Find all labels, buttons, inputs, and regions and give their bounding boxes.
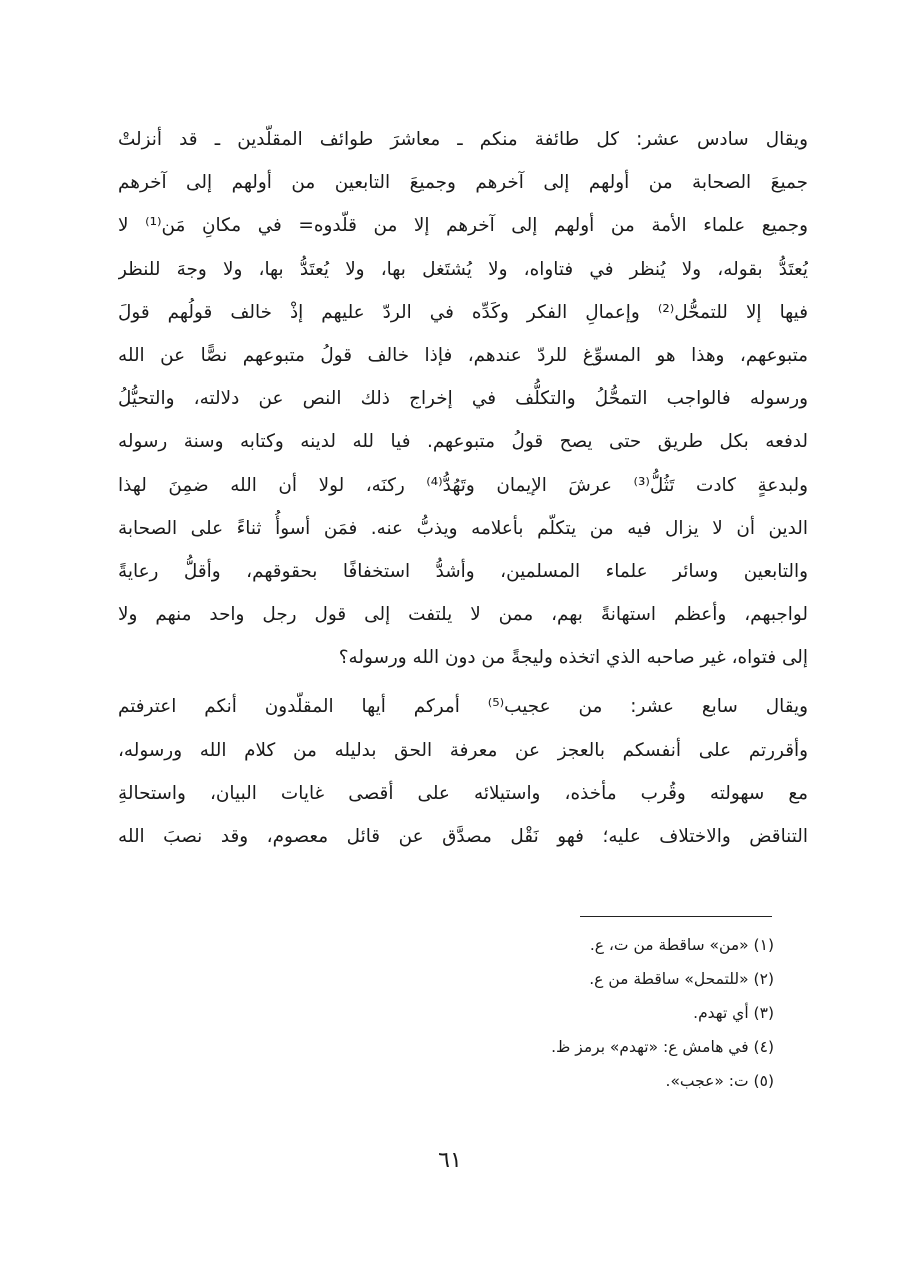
- footnote: (٣) أي تهدم.: [693, 1004, 774, 1022]
- footnote-divider: [580, 916, 772, 917]
- footnote: (٤) في هامش ع: «تهدم» برمز ظ.: [551, 1038, 774, 1056]
- text-line: وأقررتم على أنفسكم بالعجز عن معرفة الحق بدليله من كلام الله ورسوله،: [118, 739, 808, 761]
- page-number: ٦١: [438, 1148, 462, 1173]
- footnote: (٥) ت: «عجب».: [665, 1072, 774, 1090]
- text-line: التناقض والاختلاف عليه؛ فهو نَقْل مصدَّق عن قائل معصوم، وقد نصبَ الله: [118, 826, 808, 847]
- text-line: وجميع علماء الأمة من أولهم إلى آخرهم إلا من قلّدوه= في مكانِ مَن⁽¹⁾ لا: [118, 215, 808, 237]
- text-line: لواجبهم، وأعظم استهانةً بهم، ممن لا يلتفت إلى قول رجل واحد منهم ولا: [118, 604, 808, 626]
- text-line: ورسوله فالواجب التمحُّلُ والتكلُّف في إخراج ذلك النص عن دلالته، والتحيُّلُ: [118, 388, 808, 410]
- text-line: يُعتَدُّ بقوله، ولا يُنظر في فتاواه، ولا يُشتَغل بها، ولا يُعتَدُّ بها، ولا وجهَ للنظر: [118, 258, 808, 280]
- main-text: [118, 118, 808, 858]
- text-line: ولبدعةٍ كادت تَثُلُّ⁽³⁾ عرشَ الإيمان وتَهُدُّ⁽⁴⁾ ركنَه، لولا أن الله ضمِنَ لهذا: [118, 474, 808, 496]
- text-line: فيها إلا للتمحُّل⁽²⁾ وإعمالِ الفكر وكَدِّه في الردّ عليهم إذْ خالف قولُهم قولَ: [118, 301, 808, 323]
- text-line: والتابعين وسائر علماء المسلمين، وأشدُّ استخفافًا بحقوقهم، وأقلُّ رعايةً: [118, 560, 808, 582]
- text-line: متبوعهم، وهذا هو المسوِّغ للردّ عندهم، فإذا خالف قولُ متبوعهم نصًّا عن الله: [118, 344, 808, 366]
- text-line: ويقال سابع عشر: من عجيب⁽⁵⁾ أمركم أيها المقلّدون أنكم اعترفتم: [118, 696, 808, 718]
- footnote: (٢) «للتمحل» ساقطة من ع.: [589, 970, 774, 988]
- text-line: جميعَ الصحابة من أولهم إلى آخرهم وجميعَ التابعين من أولهم إلى آخرهم: [118, 172, 808, 194]
- text-line: مع سهولته وقُرب مأخذه، واستيلائه على أقصى غايات البيان، واستحالةِ: [118, 782, 808, 804]
- text-line: ويقال سادس عشر: كل طائفة منكم ـ معاشرَ طوائف المقلّدين ـ قد أنزلتْ: [118, 129, 808, 150]
- text-line: لدفعه بكل طريق حتى يصح قولُ متبوعهم. فيا لله لدينه وكتابه وسنة رسوله: [118, 431, 808, 453]
- text-line: إلى فتواه، غير صاحبه الذي اتخذه وليجةً من دون الله ورسوله؟: [338, 647, 808, 669]
- footnotes: [300, 928, 774, 1098]
- footnote: (١) «من» ساقطة من ت، ع.: [589, 936, 774, 954]
- text-line: الدين أن لا يزال فيه من يتكلّم بأعلامه ويذبُّ عنه. فمَن أسوأُ ثناءً على الصحابة: [118, 517, 808, 539]
